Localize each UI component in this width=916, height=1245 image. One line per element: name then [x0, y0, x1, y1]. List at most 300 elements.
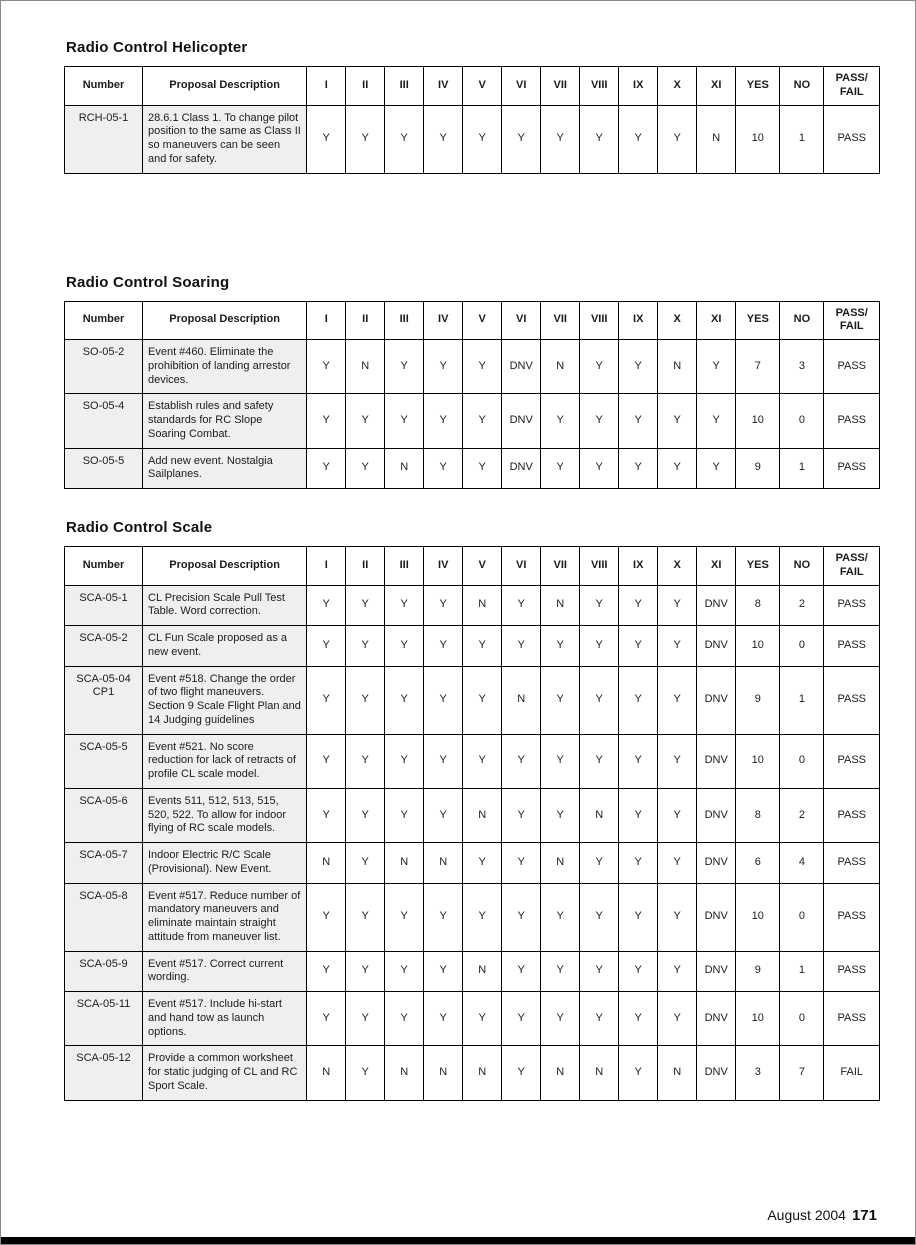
vote-cell-viii: Y	[580, 626, 619, 667]
column-header-vi: VI	[502, 301, 541, 340]
table-row	[65, 788, 880, 842]
vote-cell-iv: Y	[424, 626, 463, 667]
vote-cell-v: N	[463, 788, 502, 842]
vote-cell-iii: Y	[385, 788, 424, 842]
vote-cell-vi: Y	[502, 626, 541, 667]
pass-fail-result: PASS	[824, 394, 880, 448]
vote-cell-ii: Y	[346, 883, 385, 951]
vote-cell-vii: Y	[541, 883, 580, 951]
vote-cell-vi: DNV	[502, 394, 541, 448]
vote-cell-viii: Y	[580, 734, 619, 788]
vote-cell-x: N	[658, 1046, 697, 1100]
proposal-number: SCA-05-2	[65, 626, 143, 667]
table-row	[65, 1046, 880, 1100]
no-count: 0	[780, 734, 824, 788]
vote-cell-iii: N	[385, 448, 424, 489]
pass-fail-result: PASS	[824, 951, 880, 992]
vote-cell-ii: Y	[346, 992, 385, 1046]
pass-fail-result: PASS	[824, 666, 880, 734]
vote-cell-iv: Y	[424, 788, 463, 842]
column-header-viii: VIII	[580, 301, 619, 340]
pass-fail-result: PASS	[824, 340, 880, 394]
vote-cell-xi: Y	[697, 340, 736, 394]
column-header-xi: XI	[697, 301, 736, 340]
column-header-x: X	[658, 547, 697, 586]
vote-cell-v: N	[463, 951, 502, 992]
vote-cell-viii: Y	[580, 105, 619, 173]
pass-fail-result: PASS	[824, 883, 880, 951]
table-row	[65, 626, 880, 667]
column-header-no: NO	[780, 301, 824, 340]
no-count: 3	[780, 340, 824, 394]
table-body	[65, 585, 880, 1100]
vote-cell-ix: Y	[619, 666, 658, 734]
vote-cell-ii: Y	[346, 951, 385, 992]
vote-cell-vii: N	[541, 843, 580, 884]
vote-cell-ii: Y	[346, 448, 385, 489]
vote-cell-ix: Y	[619, 585, 658, 626]
vote-cell-xi: DNV	[697, 666, 736, 734]
vote-cell-iii: Y	[385, 105, 424, 173]
vote-cell-iv: N	[424, 843, 463, 884]
vote-cell-i: Y	[307, 105, 346, 173]
table-row	[65, 992, 880, 1046]
proposal-table	[64, 546, 880, 1101]
yes-count: 10	[736, 883, 780, 951]
no-count: 7	[780, 1046, 824, 1100]
vote-cell-i: Y	[307, 394, 346, 448]
vote-cell-iv: Y	[424, 105, 463, 173]
table-row	[65, 734, 880, 788]
vote-cell-viii: Y	[580, 666, 619, 734]
column-header-x: X	[658, 67, 697, 106]
vote-cell-viii: Y	[580, 951, 619, 992]
vote-cell-vi: Y	[502, 843, 541, 884]
table-row	[65, 666, 880, 734]
proposal-description: Establish rules and safety standards for RC Slope Soaring Combat.	[143, 394, 307, 448]
vote-cell-iv: Y	[424, 734, 463, 788]
vote-cell-vi: N	[502, 666, 541, 734]
vote-cell-v: N	[463, 1046, 502, 1100]
column-header-viii: VIII	[580, 67, 619, 106]
table-row	[65, 843, 880, 884]
section-spacer	[64, 489, 877, 519]
column-header-v: V	[463, 547, 502, 586]
vote-cell-ii: N	[346, 340, 385, 394]
vote-cell-vii: Y	[541, 448, 580, 489]
vote-cell-x: Y	[658, 105, 697, 173]
vote-cell-v: Y	[463, 626, 502, 667]
proposal-number: RCH-05-1	[65, 105, 143, 173]
column-header-iii: III	[385, 67, 424, 106]
proposal-number: SO-05-2	[65, 340, 143, 394]
no-count: 2	[780, 788, 824, 842]
vote-cell-viii: N	[580, 1046, 619, 1100]
vote-cell-vii: N	[541, 1046, 580, 1100]
vote-cell-x: N	[658, 340, 697, 394]
vote-cell-x: Y	[658, 666, 697, 734]
vote-cell-iv: Y	[424, 394, 463, 448]
header-row	[65, 67, 880, 106]
proposal-description: Add new event. Nostalgia Sailplanes.	[143, 448, 307, 489]
vote-cell-x: Y	[658, 843, 697, 884]
vote-cell-viii: N	[580, 788, 619, 842]
column-header-pass-fail: PASS/ FAIL	[824, 547, 880, 586]
proposal-table	[64, 66, 880, 174]
section-radio-control-scale	[64, 519, 877, 1101]
vote-cell-xi: DNV	[697, 992, 736, 1046]
proposal-description: Provide a common worksheet for static judging of CL and RC Sport Scale.	[143, 1046, 307, 1100]
vote-cell-ix: Y	[619, 448, 658, 489]
vote-cell-x: Y	[658, 585, 697, 626]
column-header-i: I	[307, 301, 346, 340]
vote-cell-ii: Y	[346, 843, 385, 884]
table-title: Radio Control Soaring	[66, 273, 230, 291]
vote-cell-v: Y	[463, 340, 502, 394]
column-header-pass-fail: PASS/ FAIL	[824, 301, 880, 340]
vote-cell-vii: Y	[541, 666, 580, 734]
vote-cell-vi: Y	[502, 788, 541, 842]
vote-cell-v: Y	[463, 394, 502, 448]
no-count: 1	[780, 105, 824, 173]
vote-cell-iii: Y	[385, 951, 424, 992]
vote-cell-iii: N	[385, 1046, 424, 1100]
no-count: 0	[780, 883, 824, 951]
yes-count: 10	[736, 105, 780, 173]
vote-cell-iv: Y	[424, 883, 463, 951]
column-header-iv: IV	[424, 301, 463, 340]
column-header-iii: III	[385, 547, 424, 586]
proposal-number: SCA-05-6	[65, 788, 143, 842]
table-row	[65, 951, 880, 992]
proposal-number: SCA-05-8	[65, 883, 143, 951]
vote-cell-ix: Y	[619, 626, 658, 667]
pass-fail-result: PASS	[824, 585, 880, 626]
vote-cell-vi: DNV	[502, 340, 541, 394]
vote-cell-viii: Y	[580, 394, 619, 448]
page-footer	[767, 1207, 877, 1224]
vote-cell-vii: N	[541, 340, 580, 394]
column-header-number: Number	[65, 301, 143, 340]
column-header-vii: VII	[541, 67, 580, 106]
column-header-vi: VI	[502, 547, 541, 586]
vote-cell-ii: Y	[346, 1046, 385, 1100]
vote-cell-iii: Y	[385, 340, 424, 394]
yes-count: 9	[736, 666, 780, 734]
table-row	[65, 105, 880, 173]
vote-cell-v: Y	[463, 992, 502, 1046]
proposal-description: Events 511, 512, 513, 515, 520, 522. To allow for indoor flying of RC scale models.	[143, 788, 307, 842]
bottom-border-bar	[1, 1237, 915, 1244]
table-title: Radio Control Scale	[66, 519, 213, 536]
footer-page-number: 171	[851, 1207, 877, 1224]
vote-cell-vi: Y	[502, 1046, 541, 1100]
vote-cell-vii: Y	[541, 105, 580, 173]
vote-cell-xi: DNV	[697, 951, 736, 992]
column-header-iii: III	[385, 301, 424, 340]
vote-cell-x: Y	[658, 626, 697, 667]
vote-cell-viii: Y	[580, 448, 619, 489]
column-header-v: V	[463, 67, 502, 106]
proposal-description: Event #517. Reduce number of mandatory maneuvers and eliminate maintain straight attitude from maneuver list.	[143, 883, 307, 951]
vote-cell-iii: Y	[385, 394, 424, 448]
vote-cell-viii: Y	[580, 992, 619, 1046]
no-count: 1	[780, 448, 824, 489]
vote-cell-iv: Y	[424, 340, 463, 394]
column-header-i: I	[307, 547, 346, 586]
column-header-number: Number	[65, 547, 143, 586]
no-count: 4	[780, 843, 824, 884]
vote-cell-ix: Y	[619, 105, 658, 173]
vote-cell-i: Y	[307, 951, 346, 992]
vote-cell-ii: Y	[346, 105, 385, 173]
no-count: 2	[780, 585, 824, 626]
vote-cell-ix: Y	[619, 394, 658, 448]
column-header-v: V	[463, 301, 502, 340]
vote-cell-v: Y	[463, 734, 502, 788]
section-radio-control-helicopter	[64, 39, 877, 174]
vote-cell-v: Y	[463, 883, 502, 951]
vote-cell-iii: Y	[385, 666, 424, 734]
vote-cell-vii: Y	[541, 734, 580, 788]
yes-count: 6	[736, 843, 780, 884]
proposal-table	[64, 301, 880, 490]
vote-cell-v: Y	[463, 448, 502, 489]
vote-cell-i: Y	[307, 585, 346, 626]
vote-cell-v: Y	[463, 666, 502, 734]
column-header-proposal-description: Proposal Description	[143, 301, 307, 340]
vote-cell-ii: Y	[346, 788, 385, 842]
table-title: Radio Control Helicopter	[66, 39, 248, 56]
column-header-vii: VII	[541, 301, 580, 340]
vote-cell-vii: N	[541, 585, 580, 626]
pass-fail-result: PASS	[824, 992, 880, 1046]
column-header-pass-fail: PASS/ FAIL	[824, 67, 880, 106]
no-count: 0	[780, 626, 824, 667]
vote-cell-x: Y	[658, 883, 697, 951]
pass-fail-result: FAIL	[824, 1046, 880, 1100]
pass-fail-result: PASS	[824, 448, 880, 489]
vote-cell-vi: Y	[502, 883, 541, 951]
vote-cell-viii: Y	[580, 843, 619, 884]
vote-cell-x: Y	[658, 951, 697, 992]
column-header-xi: XI	[697, 547, 736, 586]
vote-cell-viii: Y	[580, 340, 619, 394]
vote-cell-vi: Y	[502, 585, 541, 626]
header-row	[65, 547, 880, 586]
column-header-vi: VI	[502, 67, 541, 106]
column-header-x: X	[658, 301, 697, 340]
vote-cell-x: Y	[658, 788, 697, 842]
table-row	[65, 340, 880, 394]
proposal-number: SCA-05-5	[65, 734, 143, 788]
vote-cell-i: Y	[307, 448, 346, 489]
vote-cell-i: Y	[307, 734, 346, 788]
page-content	[1, 1, 915, 1101]
vote-cell-iv: Y	[424, 448, 463, 489]
vote-cell-iii: Y	[385, 992, 424, 1046]
column-header-ix: IX	[619, 67, 658, 106]
proposal-description: Event #460. Eliminate the prohibition of landing arrestor devices.	[143, 340, 307, 394]
column-header-iv: IV	[424, 67, 463, 106]
vote-cell-xi: DNV	[697, 843, 736, 884]
vote-cell-iv: Y	[424, 992, 463, 1046]
vote-cell-ix: Y	[619, 788, 658, 842]
vote-cell-iv: Y	[424, 585, 463, 626]
vote-cell-xi: DNV	[697, 585, 736, 626]
column-header-vii: VII	[541, 547, 580, 586]
vote-cell-vii: Y	[541, 992, 580, 1046]
vote-cell-vi: Y	[502, 951, 541, 992]
column-header-ix: IX	[619, 547, 658, 586]
vote-cell-vi: Y	[502, 992, 541, 1046]
vote-cell-ix: Y	[619, 992, 658, 1046]
vote-cell-i: Y	[307, 788, 346, 842]
vote-cell-ii: Y	[346, 734, 385, 788]
vote-cell-xi: DNV	[697, 788, 736, 842]
vote-cell-iv: Y	[424, 951, 463, 992]
column-header-ii: II	[346, 67, 385, 106]
yes-count: 10	[736, 734, 780, 788]
vote-cell-ix: Y	[619, 734, 658, 788]
vote-cell-x: Y	[658, 448, 697, 489]
pass-fail-result: PASS	[824, 105, 880, 173]
vote-cell-iii: Y	[385, 585, 424, 626]
vote-cell-viii: Y	[580, 585, 619, 626]
table-body	[65, 340, 880, 489]
proposal-description: Event #517. Include hi-start and hand tow as launch options.	[143, 992, 307, 1046]
vote-cell-i: Y	[307, 883, 346, 951]
vote-cell-ix: Y	[619, 843, 658, 884]
proposal-number: SO-05-4	[65, 394, 143, 448]
vote-cell-vi: Y	[502, 734, 541, 788]
no-count: 0	[780, 394, 824, 448]
table-body	[65, 105, 880, 173]
proposal-number: SO-05-5	[65, 448, 143, 489]
vote-cell-xi: DNV	[697, 1046, 736, 1100]
vote-cell-x: Y	[658, 734, 697, 788]
vote-cell-vii: Y	[541, 788, 580, 842]
vote-cell-iii: Y	[385, 883, 424, 951]
yes-count: 10	[736, 992, 780, 1046]
yes-count: 8	[736, 585, 780, 626]
proposal-number: SCA-05-1	[65, 585, 143, 626]
yes-count: 10	[736, 394, 780, 448]
vote-cell-xi: Y	[697, 394, 736, 448]
vote-cell-x: Y	[658, 394, 697, 448]
column-header-proposal-description: Proposal Description	[143, 67, 307, 106]
pass-fail-result: PASS	[824, 788, 880, 842]
proposal-description: Event #518. Change the order of two flight maneuvers. Section 9 Scale Flight Plan and 14 Judging guidelines	[143, 666, 307, 734]
column-header-yes: YES	[736, 67, 780, 106]
vote-cell-viii: Y	[580, 883, 619, 951]
vote-cell-xi: DNV	[697, 626, 736, 667]
vote-cell-iv: N	[424, 1046, 463, 1100]
table-header	[65, 67, 880, 106]
footer-date: August 2004	[767, 1207, 846, 1223]
vote-cell-ii: Y	[346, 585, 385, 626]
column-header-xi: XI	[697, 67, 736, 106]
table-row	[65, 448, 880, 489]
vote-cell-vii: Y	[541, 626, 580, 667]
vote-cell-vii: Y	[541, 394, 580, 448]
vote-cell-ix: Y	[619, 951, 658, 992]
proposal-description: Event #517. Correct current wording.	[143, 951, 307, 992]
vote-cell-iv: Y	[424, 666, 463, 734]
proposal-number: SCA-05-7	[65, 843, 143, 884]
column-header-ix: IX	[619, 301, 658, 340]
proposal-description: Indoor Electric R/C Scale (Provisional). New Event.	[143, 843, 307, 884]
table-row	[65, 585, 880, 626]
proposal-description: CL Fun Scale proposed as a new event.	[143, 626, 307, 667]
column-header-no: NO	[780, 547, 824, 586]
vote-cell-xi: DNV	[697, 734, 736, 788]
table-row	[65, 883, 880, 951]
yes-count: 7	[736, 340, 780, 394]
vote-cell-xi: N	[697, 105, 736, 173]
proposal-number: SCA-05-9	[65, 951, 143, 992]
vote-cell-i: Y	[307, 666, 346, 734]
no-count: 0	[780, 992, 824, 1046]
vote-cell-ii: Y	[346, 666, 385, 734]
column-header-proposal-description: Proposal Description	[143, 547, 307, 586]
section-spacer	[64, 174, 877, 274]
vote-cell-i: Y	[307, 992, 346, 1046]
yes-count: 9	[736, 448, 780, 489]
yes-count: 9	[736, 951, 780, 992]
vote-cell-xi: Y	[697, 448, 736, 489]
header-row	[65, 301, 880, 340]
column-header-ii: II	[346, 547, 385, 586]
vote-cell-x: Y	[658, 992, 697, 1046]
vote-cell-ii: Y	[346, 394, 385, 448]
pass-fail-result: PASS	[824, 734, 880, 788]
vote-cell-vi: Y	[502, 105, 541, 173]
vote-cell-ix: Y	[619, 340, 658, 394]
column-header-viii: VIII	[580, 547, 619, 586]
table-row	[65, 394, 880, 448]
no-count: 1	[780, 951, 824, 992]
proposal-description: Event #521. No score reduction for lack of retracts of profile CL scale model.	[143, 734, 307, 788]
vote-cell-xi: DNV	[697, 883, 736, 951]
vote-cell-i: Y	[307, 340, 346, 394]
yes-count: 8	[736, 788, 780, 842]
proposal-number: SCA-05-11	[65, 992, 143, 1046]
pass-fail-result: PASS	[824, 843, 880, 884]
vote-cell-iii: N	[385, 843, 424, 884]
proposal-description: 28.6.1 Class 1. To change pilot position to the same as Class II so maneuvers can be seen and for safety.	[143, 105, 307, 173]
vote-cell-v: Y	[463, 843, 502, 884]
section-radio-control-soaring	[64, 274, 877, 490]
no-count: 1	[780, 666, 824, 734]
column-header-iv: IV	[424, 547, 463, 586]
column-header-ii: II	[346, 301, 385, 340]
vote-cell-ii: Y	[346, 626, 385, 667]
column-header-yes: YES	[736, 547, 780, 586]
vote-cell-ix: Y	[619, 883, 658, 951]
yes-count: 3	[736, 1046, 780, 1100]
column-header-i: I	[307, 67, 346, 106]
proposal-number: SCA-05-04 CP1	[65, 666, 143, 734]
column-header-yes: YES	[736, 301, 780, 340]
vote-cell-i: Y	[307, 626, 346, 667]
vote-cell-iii: Y	[385, 626, 424, 667]
column-header-number: Number	[65, 67, 143, 106]
vote-cell-vi: DNV	[502, 448, 541, 489]
column-header-no: NO	[780, 67, 824, 106]
vote-cell-i: N	[307, 1046, 346, 1100]
yes-count: 10	[736, 626, 780, 667]
